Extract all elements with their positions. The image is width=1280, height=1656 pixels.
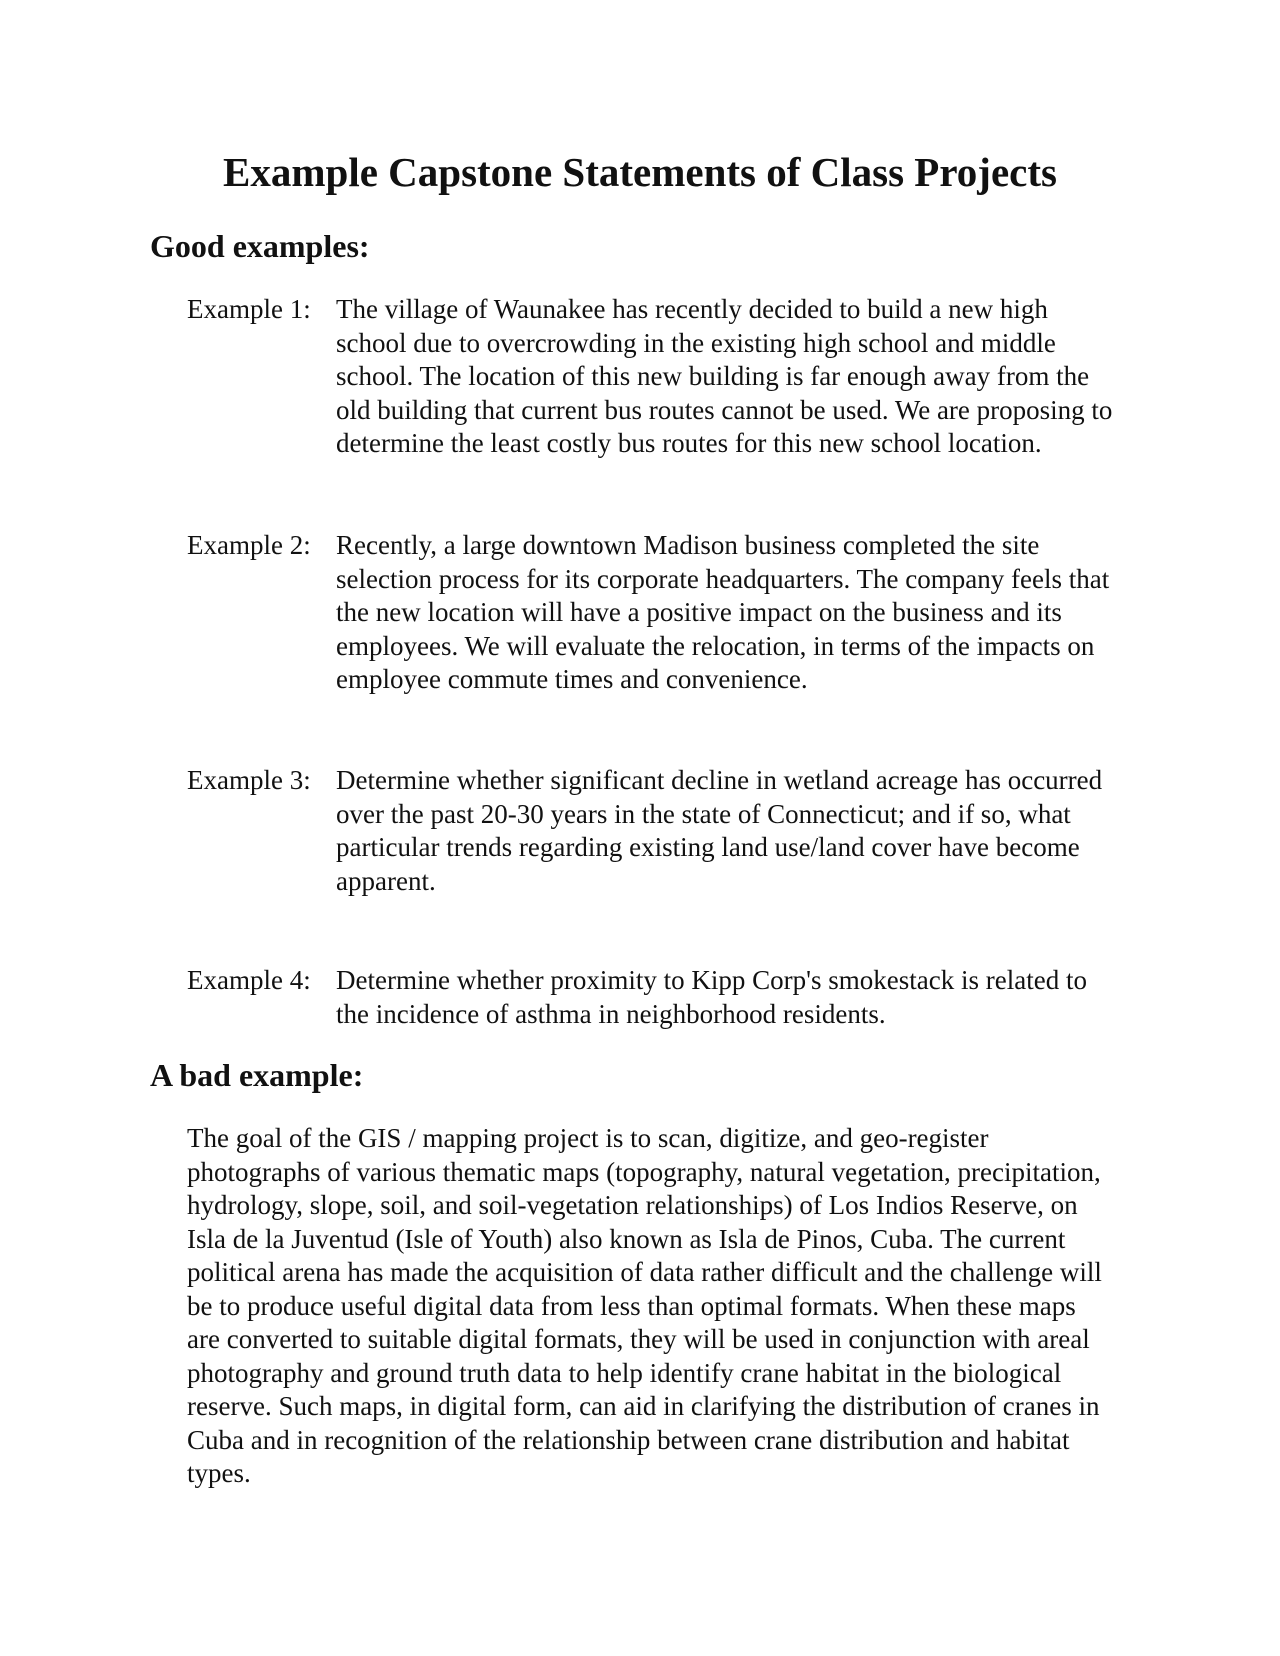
example-text: Determine whether proximity to Kipp Corp's smokestack is related to the incidence of asthma in neighborhood residents. xyxy=(336,965,1087,1029)
example-label: Example 1: xyxy=(187,294,311,324)
example-label: Example 4: xyxy=(187,965,311,995)
example-label: Example 2: xyxy=(187,530,311,560)
example-label: Example 3: xyxy=(187,765,311,795)
example-text: Determine whether significant decline in wetland acreage has occurred over the past 20-30 years in the state of Connecticut; and if so, what particular trends regarding existing land use/land cover have become apparent. xyxy=(336,765,1103,896)
document-title: Example Capstone Statements of Class Projects xyxy=(223,149,1057,195)
good-examples-heading: Good examples: xyxy=(150,228,370,264)
example-text: The village of Waunakee has recently decided to build a new high school due to overcrowding in the existing high school and middle school. The location of this new building is far enough away from the old building that current bus routes cannot be used. We are proposing to determine the least costly bus routes for this new school location. xyxy=(336,294,1113,458)
bad-example-text: The goal of the GIS / mapping project is to scan, digitize, and geo-register photographs of various thematic maps (topography, natural vegetation, precipitation, hydrology, slope, soil, and soil-vegetation relationships) of Los Indios Reserve, on Isla de la Juventud (Isle of Youth) also known as Isla de Pinos, Cuba. The current political arena has made the acquisition of data rather difficult and the challenge will be to produce useful digital data from less than optimal formats. When these maps are converted to suitable digital formats, they will be used in conjunction with areal photography and ground truth data to help identify crane habitat in the biological reserve. Such maps, in digital form, can aid in clarifying the distribution of cranes in Cuba and in recognition of the relationship between crane distribution and habitat types. xyxy=(187,1123,1102,1488)
bad-example-heading: A bad example: xyxy=(150,1057,364,1093)
example-text: Recently, a large downtown Madison business completed the site selection process for its corporate headquarters. The company feels that the new location will have a positive impact on the business and its employees. We will evaluate the relocation, in terms of the impacts on employee commute times and convenience. xyxy=(336,530,1110,694)
